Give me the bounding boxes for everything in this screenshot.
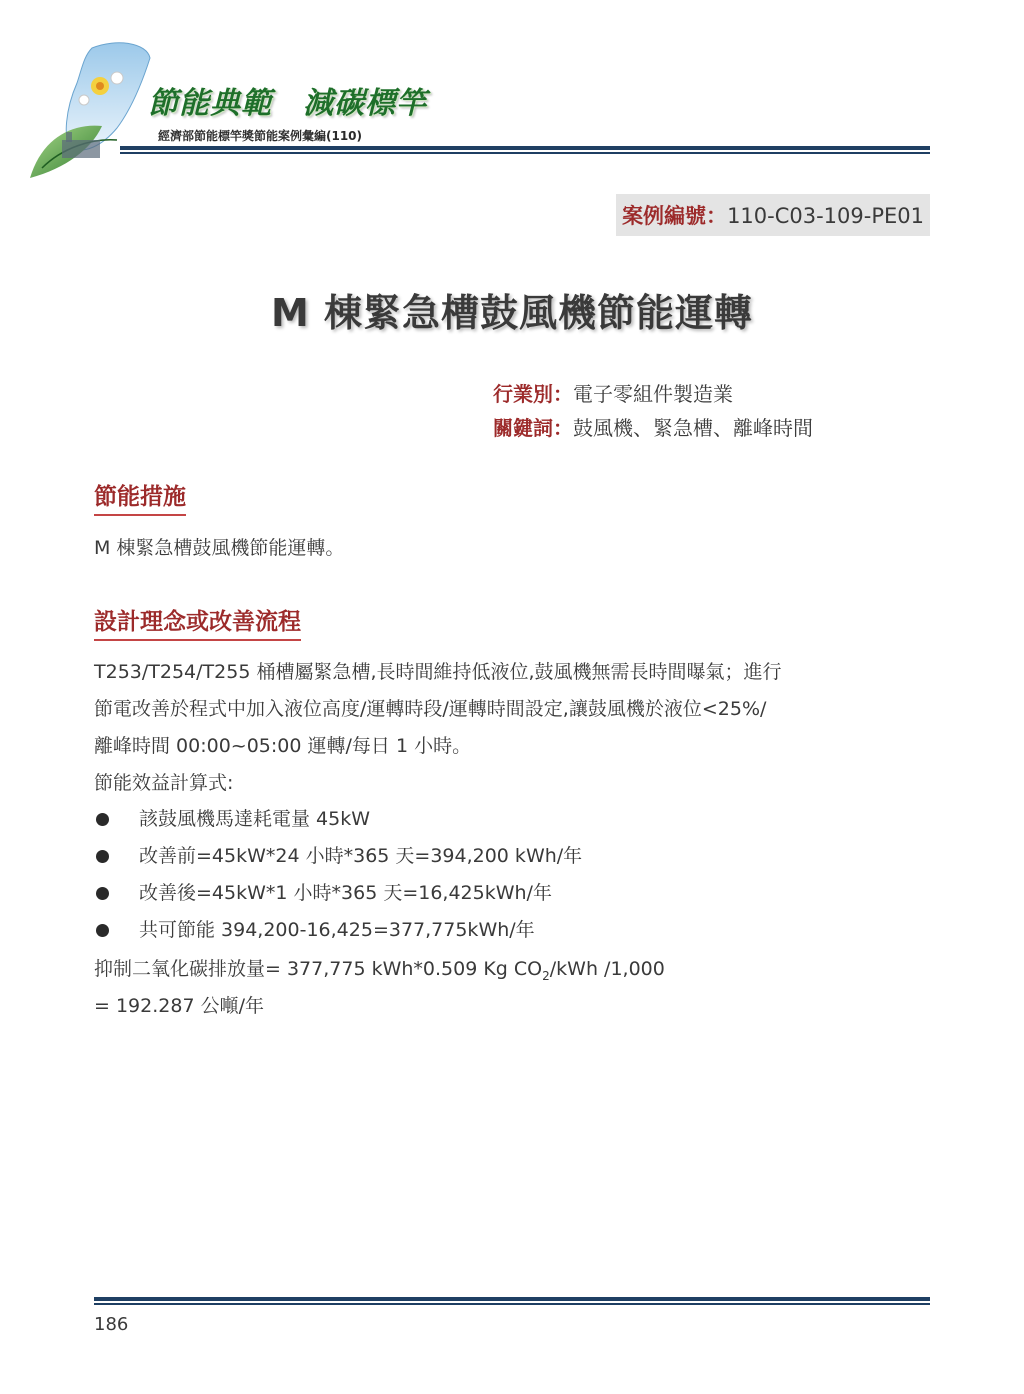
keywords-row	[493, 412, 813, 441]
footer-rule	[94, 1297, 930, 1301]
page-number: 186	[94, 1314, 129, 1335]
design-paragraph	[94, 654, 782, 802]
header-rule	[120, 146, 930, 150]
carbon-pre: 抑制二氧化碳排放量= 377,775 kWh*0.509 Kg CO	[94, 958, 543, 980]
design-line: T253/T254/T255 桶槽屬緊急槽,長時間維持低液位,鼓風機無需長時間曝氣；進行	[94, 661, 782, 683]
carbon-result: = 192.287 公噸/年	[94, 995, 264, 1017]
design-line: 離峰時間 00:00~05:00 運轉/每日 1 小時。	[94, 735, 472, 757]
header-rule-thin	[120, 152, 930, 154]
bullet-text: 共可節能 394,200-16,425=377,775kWh/年	[139, 919, 535, 941]
carbon-line	[94, 951, 665, 988]
carbon-subscript: 2	[542, 968, 550, 983]
industry-row	[493, 378, 733, 407]
section-heading-measures: 節能措施	[94, 478, 186, 516]
industry-label: 行業別：	[493, 382, 573, 406]
measures-text: M 棟緊急槽鼓風機節能運轉。	[94, 537, 345, 559]
industry-value: 電子零組件製造業	[573, 382, 733, 406]
bullet-text: 改善前=45kW*24 小時*365 天=394,200 kWh/年	[139, 845, 583, 867]
carbon-post: /kWh /1,000	[549, 958, 665, 980]
bullet-dot-icon	[96, 887, 109, 900]
bullet-text: 改善後=45kW*1 小時*365 天=16,425kWh/年	[139, 882, 552, 904]
header-subtitle: 經濟部節能標竿獎節能案例彙編(110)	[158, 129, 363, 143]
bullet-dot-icon	[96, 850, 109, 863]
carbon-formula	[94, 951, 665, 1025]
case-number-label: 案例編號：	[622, 204, 728, 228]
design-line: 節能效益計算式:	[94, 772, 234, 794]
bullet-dot-icon	[96, 813, 109, 826]
bullet-dot-icon	[96, 924, 109, 937]
keywords-value: 鼓風機、緊急槽、離峰時間	[573, 416, 813, 440]
case-number-box	[616, 194, 930, 236]
keywords-label: 關鍵詞：	[493, 416, 573, 440]
design-line: 節電改善於程式中加入液位高度/運轉時段/運轉時間設定,讓鼓風機於液位<25%/	[94, 698, 767, 720]
page-title: M 棟緊急槽鼓風機節能運轉	[270, 291, 754, 335]
section-heading-design: 設計理念或改善流程	[94, 603, 301, 641]
bullet-text: 該鼓風機馬達耗電量 45kW	[139, 808, 371, 830]
footer-rule-thin	[94, 1303, 930, 1305]
case-number-value: 110-C03-109-PE01	[727, 204, 924, 228]
header-title: 節能典範 減碳標竿	[148, 86, 427, 121]
